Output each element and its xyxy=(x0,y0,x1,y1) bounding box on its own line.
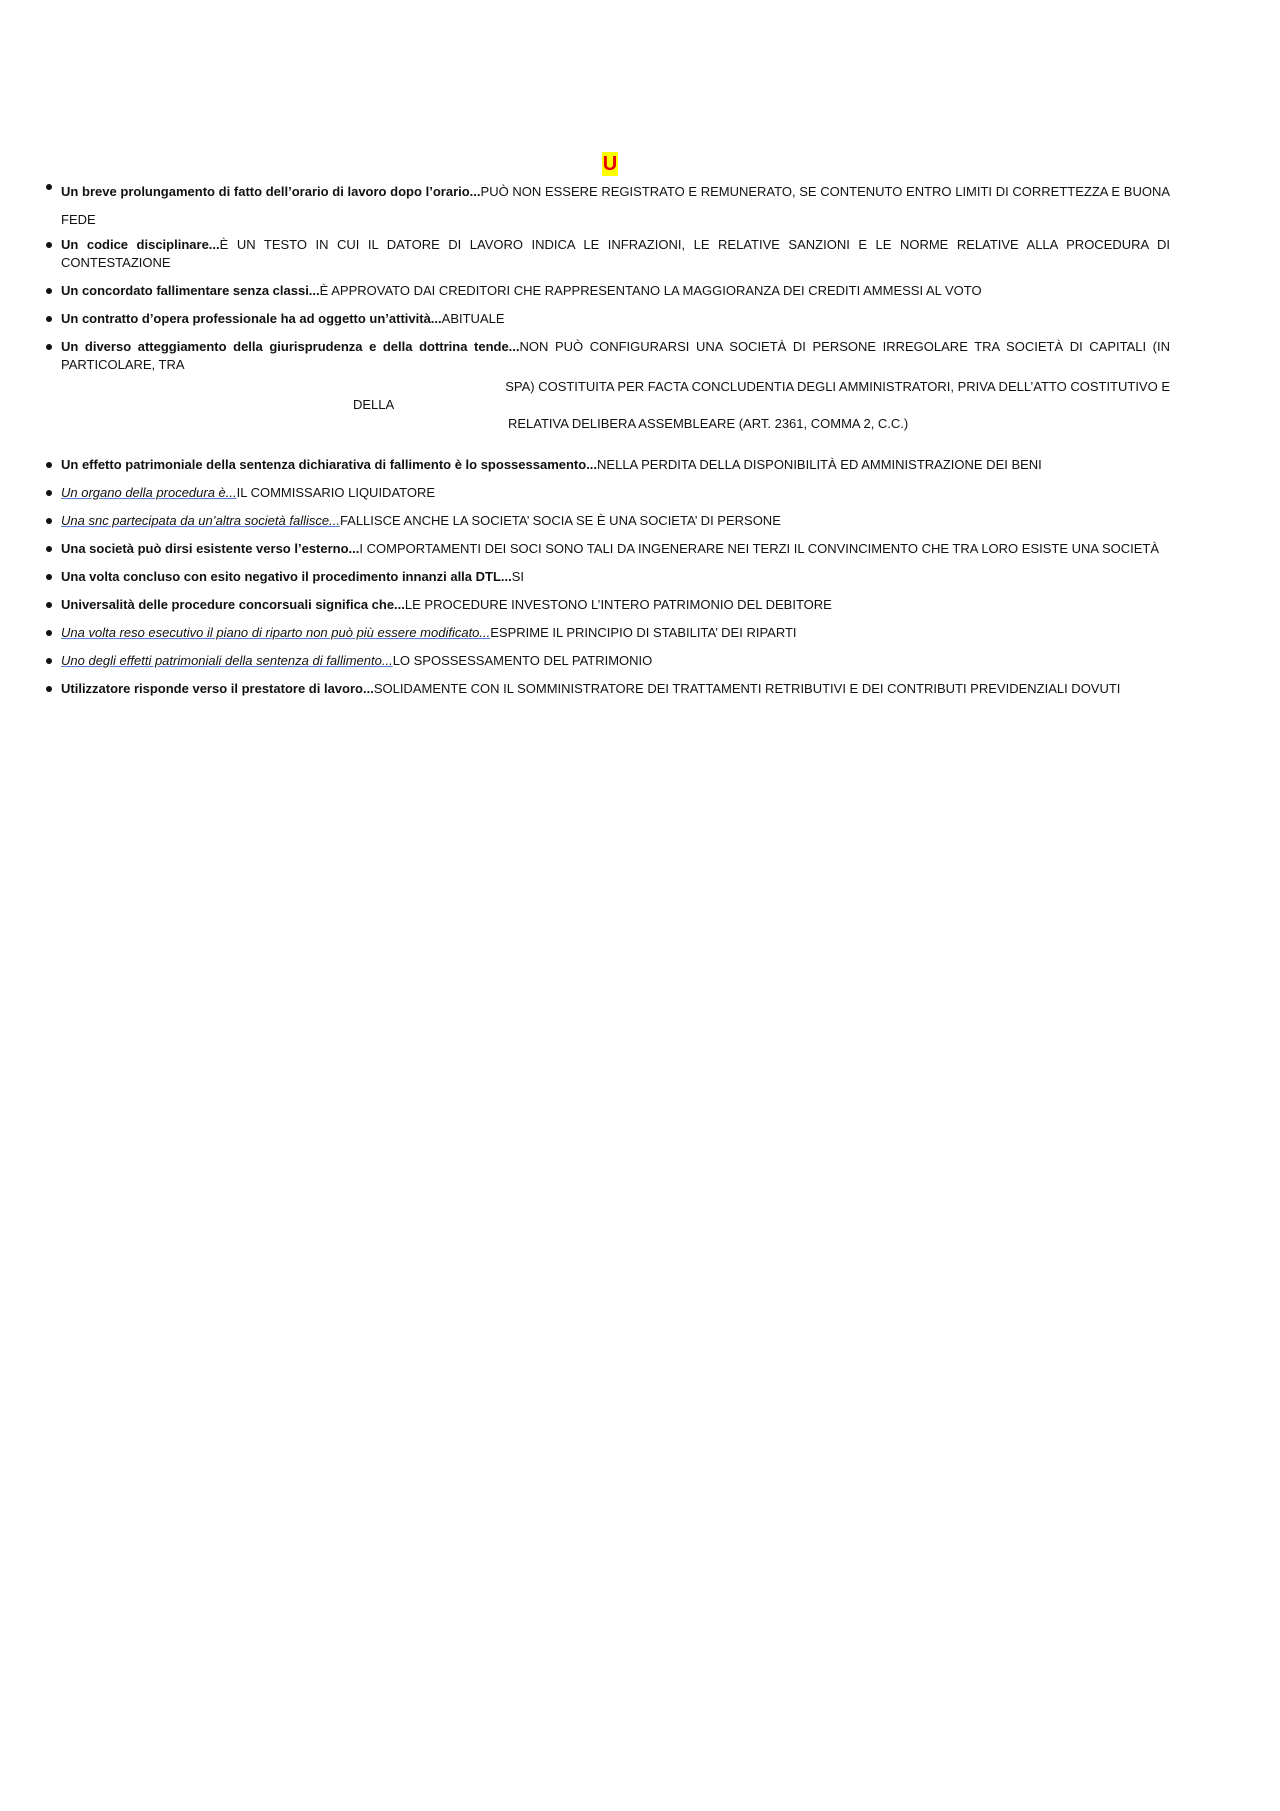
question-link[interactable]: Uno degli effetti patrimoniali della sentenza di fallimento... xyxy=(61,653,393,668)
list-item xyxy=(42,624,1170,642)
answer-text: È APPROVATO DAI CREDITORI CHE RAPPRESENTANO LA MAGGIORANZA DEI CREDITI AMMESSI AL VOTO xyxy=(319,283,982,298)
section-letter: U xyxy=(602,153,618,175)
answer-text: ABITUALE xyxy=(441,311,505,326)
answer-text: SOLIDAMENTE CON IL SOMMINISTRATORE DEI TRATTAMENTI RETRIBUTIVI E DEI CONTRIBUTI PREVIDENZIALI DOVUTI xyxy=(373,681,1121,696)
question-text: Universalità delle procedure concorsuali significa che... xyxy=(61,597,405,612)
answer-text: FALLISCE ANCHE LA SOCIETA’ SOCIA SE È UNA SOCIETA’ DI PERSONE xyxy=(339,513,781,528)
list-item xyxy=(42,282,1170,300)
answer-text: PUÒ NON ESSERE REGISTRATO E REMUNERATO, SE CONTENUTO ENTRO LIMITI DI CORRETTEZZA E BUONA FEDE xyxy=(61,184,1170,227)
list-item xyxy=(42,652,1170,670)
question-text: Una società può dirsi esistente verso l’esterno... xyxy=(61,541,360,556)
list-item xyxy=(42,680,1170,698)
continuation-line: RELATIVA DELIBERA ASSEMBLEARE (ART. 2361, COMMA 2, C.C.) xyxy=(508,416,909,431)
list-item xyxy=(42,484,1170,502)
list-item xyxy=(42,338,1170,374)
list-item xyxy=(42,568,1170,586)
list-item xyxy=(42,310,1170,328)
answer-text: NON PUÒ CONFIGURARSI UNA SOCIETÀ DI PERSONE IRREGOLARE TRA SOCIETÀ DI CAPITALI (IN PARTICOLARE, TRA xyxy=(61,339,1170,372)
continuation-line: DELLA xyxy=(353,397,395,412)
list-item xyxy=(42,456,1170,474)
answer-text: SI xyxy=(511,569,525,584)
list-item xyxy=(42,596,1170,614)
question-text: Un contratto d’opera professionale ha ad oggetto un’attività... xyxy=(61,311,442,326)
question-text: Un breve prolungamento di fatto dell’orario di lavoro dopo l’orario... xyxy=(61,184,481,199)
question-text: Un effetto patrimoniale della sentenza dichiarativa di fallimento è lo spossessamento... xyxy=(61,457,598,472)
list-item xyxy=(42,512,1170,530)
list-item xyxy=(42,236,1170,272)
answer-text: È UN TESTO IN CUI IL DATORE DI LAVORO INDICA LE INFRAZIONI, LE RELATIVE SANZIONI E LE NORME RELATIVE ALLA PROCEDURA DI CONTESTAZIONE xyxy=(61,237,1170,270)
answer-text: LE PROCEDURE INVESTONO L’INTERO PATRIMONIO DEL DEBITORE xyxy=(404,597,832,612)
question-text: Un codice disciplinare... xyxy=(61,237,220,252)
list-item xyxy=(42,540,1170,558)
answer-text: I COMPORTAMENTI DEI SOCI SONO TALI DA INGENERARE NEI TERZI IL CONVINCIMENTO CHE TRA LORO ESISTE UNA SOCIETÀ xyxy=(359,541,1160,556)
question-text: Un concordato fallimentare senza classi... xyxy=(61,283,320,298)
qa-list xyxy=(42,178,1170,708)
answer-text: IL COMMISSARIO LIQUIDATORE xyxy=(236,485,436,500)
continuation-line: SPA) COSTITUITA PER FACTA CONCLUDENTIA DEGLI AMMINISTRATORI, PRIVA DELL’ATTO COSTITUTIVO E xyxy=(505,379,1170,394)
question-text: Una volta concluso con esito negativo il procedimento innanzi alla DTL... xyxy=(61,569,512,584)
list-item-continuation xyxy=(42,374,1170,446)
question-link[interactable]: Una volta reso esecutivo il piano di riparto non può più essere modificato... xyxy=(61,625,491,640)
answer-text: NELLA PERDITA DELLA DISPONIBILITÀ ED AMMINISTRAZIONE DEI BENI xyxy=(597,457,1042,472)
answer-text: ESPRIME IL PRINCIPIO DI STABILITA’ DEI RIPARTI xyxy=(490,625,797,640)
answer-text: LO SPOSSESSAMENTO DEL PATRIMONIO xyxy=(392,653,653,668)
list-item xyxy=(42,178,1170,234)
question-text: Utilizzatore risponde verso il prestatore di lavoro... xyxy=(61,681,374,696)
question-text: Un diverso atteggiamento della giurisprudenza e della dottrina tende... xyxy=(61,339,520,354)
question-link[interactable]: Una snc partecipata da un’altra società fallisce... xyxy=(61,513,340,528)
question-link[interactable]: Un organo della procedura è... xyxy=(61,485,237,500)
